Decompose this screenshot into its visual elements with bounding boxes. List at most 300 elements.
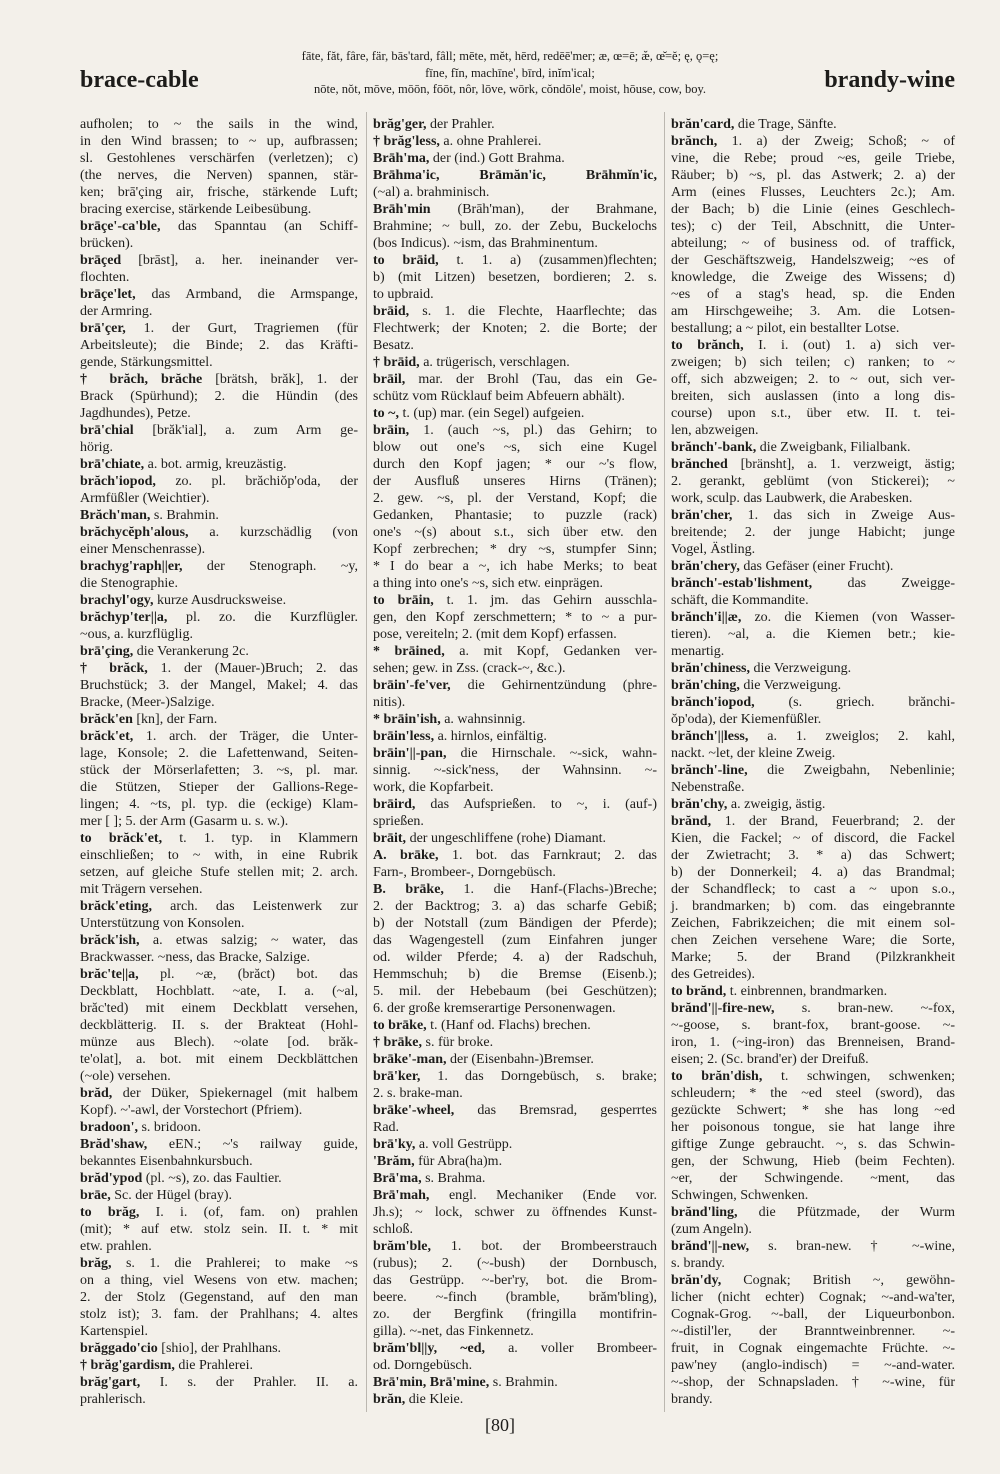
entry-line xyxy=(80,932,358,949)
entry-text: a. mit Kopf, Gedanken ver- xyxy=(444,644,657,659)
dictionary-entry xyxy=(671,337,955,439)
entry-text: a. etwas salzig; ~ water, das xyxy=(139,933,358,948)
dictionary-entry xyxy=(671,439,955,456)
headword: A. brāke, xyxy=(373,848,439,863)
entry-line xyxy=(671,813,955,830)
entry-text: [brätsh, brăk], 1. der xyxy=(202,372,358,387)
entry-line: lage, Konsole; 2. die Lafettenwand, Seiten- xyxy=(80,746,358,761)
running-head-right: brandy-wine xyxy=(824,67,955,93)
headword: † brāke, xyxy=(373,1035,422,1050)
dictionary-entry xyxy=(80,898,358,932)
entry-line: fruit, in Cognak eingemachte Früchte. ~- xyxy=(671,1341,955,1356)
entry-line: prahlerisch. xyxy=(80,1392,146,1407)
entry-line xyxy=(373,1170,657,1187)
entry-line: Jh.s); ~ lock, schwer zu öffnendes Kunst- xyxy=(373,1205,657,1220)
entry-line xyxy=(80,1136,358,1153)
entry-line: 6. der große kremserartige Personenwagen. xyxy=(373,1001,616,1016)
headword: brăn'dy, xyxy=(671,1273,722,1288)
headword: brāid, xyxy=(373,304,410,319)
entry-line: einer Menschenrasse). xyxy=(80,542,206,557)
headword: brāçe'let, xyxy=(80,287,136,302)
entry-text: I. s. der Prahler. II. a. xyxy=(140,1375,358,1390)
headword: † brăck, xyxy=(80,661,148,676)
headword: brăn'chery, xyxy=(671,559,740,574)
entry-line: der Bach; b) die Linie (eines Geschlech- xyxy=(671,202,955,217)
entry-text: die Pfützmade, der Wurm xyxy=(737,1205,955,1220)
dictionary-entry xyxy=(671,660,955,677)
dictionary-entry xyxy=(373,167,657,201)
entry-line: ~er, der Schwingende. ~ment, das xyxy=(671,1171,955,1186)
headword: to ~, xyxy=(373,406,399,421)
dictionary-entry xyxy=(671,1272,955,1408)
entry-line: Bruchstück; 3. der Mangel, Makel; 4. das xyxy=(80,678,358,693)
headword: Brăd'shaw, xyxy=(80,1137,148,1152)
dictionary-entry xyxy=(373,881,657,1017)
entry-line: Vogel, Ästling. xyxy=(671,542,756,557)
entry-line xyxy=(80,966,358,983)
entry-line: pose, vereiteln; 2. (mit dem Kopf) erfassen. xyxy=(373,627,617,642)
entry-text: t. (Hanf od. Flachs) brechen. xyxy=(426,1018,591,1033)
entry-line xyxy=(80,1170,358,1187)
headword: brāçe'-ca'ble, xyxy=(80,219,161,234)
entry-text: s. für broke. xyxy=(422,1035,494,1050)
entry-line: Flechtwerk; der Knoten; 2. die Borte; der xyxy=(373,321,657,336)
entry-line: mer [ ]; 5. der Arm (Gasarm u. s. w.). xyxy=(80,814,289,829)
headword: brănch'-line, xyxy=(671,763,748,778)
entry-line: brăc'ted) mit einem Deckblatt versehen, xyxy=(80,1001,358,1016)
entry-line xyxy=(80,422,358,439)
entry-line: brücken). xyxy=(80,236,134,251)
entry-text: die Prahlerei. xyxy=(174,1358,254,1373)
dictionary-entry xyxy=(373,405,657,422)
entry-line xyxy=(373,881,657,898)
entry-text: die Trage, Sänfte. xyxy=(734,117,837,132)
entry-line: off, sich abzweigen; 2. to ~ out, sich ver- xyxy=(671,372,955,387)
headword: brā'chial xyxy=(80,423,134,438)
dictionary-entry xyxy=(671,609,955,660)
entry-line: * I do bear a ~, ich habe Merks; to beat xyxy=(373,559,657,574)
entry-text: kurze Ausdrucksweise. xyxy=(153,593,287,608)
entry-line: des Getreides). xyxy=(671,967,755,982)
entry-line: course) upon s.t., über etw. II. t. tei- xyxy=(671,406,955,421)
entry-text: t. schwingen, schwenken; xyxy=(762,1069,956,1084)
entry-line xyxy=(373,371,657,388)
entry-line: Brahmine; ~ bull, zo. der Zebu, Buckelochs xyxy=(373,219,657,234)
headword: brăd'ypod xyxy=(80,1171,143,1186)
entry-line xyxy=(373,1102,657,1119)
headword: brachyl'ogy, xyxy=(80,593,154,608)
entry-line xyxy=(80,1255,358,1272)
entry-line: der Schandfleck; to cast a ~ upon s.o., xyxy=(671,882,955,897)
headword: brăg, xyxy=(80,1256,112,1271)
entry-line: 2. gerankt, geblümt (von Stickerei); ~ xyxy=(671,474,955,489)
pronunciation-key-line: nōte, nŏt, mōve, mōōn, fōōt, nôr, lōve, wōrk, cŏndōle', moist, hōuse, cow, boy. xyxy=(313,82,707,96)
dictionary-entry xyxy=(80,1119,358,1136)
entry-line: Arm (eines Flusses, Leuchters 2c.); Am. xyxy=(671,185,955,200)
entry-line: chen Zeichen versehene Ware; die Sorte, xyxy=(671,933,955,948)
headword: brā'chiate, xyxy=(80,457,145,472)
headword: brāit, xyxy=(373,831,407,846)
entry-text: das Armband, die Armspange, xyxy=(135,287,358,302)
headword: Brā'ma, xyxy=(373,1171,422,1186)
entry-line: stolz ist); 3. fam. der Prahlhans; 4. altes xyxy=(80,1307,358,1322)
headword: † brăg'less, xyxy=(373,134,440,149)
entry-text: 1. (auch ~s, pl.) das Gehirn; to xyxy=(409,423,657,438)
entry-text: die Zweigbahn, Nebenlinie; xyxy=(747,763,955,778)
dictionary-entry xyxy=(80,116,358,218)
entry-line: Arbeitsleute); die Binde; 2. das Kräfti- xyxy=(80,338,358,353)
entry-text: a. voll Gestrüpp. xyxy=(415,1137,513,1152)
entry-line: bekanntes Eisenbahnkursbuch. xyxy=(80,1154,253,1169)
headword: brăch'iopod, xyxy=(80,474,156,489)
headword: brā'ky, xyxy=(373,1137,416,1152)
entry-line: zweigen; b) sich teilen; c) ranken; to ~ xyxy=(671,355,955,370)
entry-line: work, die Kopfarbeit. xyxy=(373,780,494,795)
entry-line: paw'ney (anglo-indisch) = ~-and-water. xyxy=(671,1358,955,1373)
entry-line xyxy=(671,1204,955,1221)
entry-text: [bränsht], a. 1. verzweigt, ästig; xyxy=(727,457,955,472)
entry-text: a. bot. armig, kreuzästig. xyxy=(144,457,287,472)
headword: brăn'ching, xyxy=(671,678,740,693)
entry-line xyxy=(80,1119,358,1136)
entry-line: 2. gew. ~s, pl. der Verstand, Kopf; die xyxy=(373,491,657,506)
entry-line: bestallung; a ~ pilot, ein bestallter Lotse. xyxy=(671,321,900,336)
entry-text: der (Eisenbahn-)Bremser. xyxy=(446,1052,594,1067)
entry-line: od. Dorngebüsch. xyxy=(373,1358,473,1373)
entry-text: s. bridoon. xyxy=(137,1120,201,1135)
entry-text: 1. die Hanf-(Flachs-)Breche; xyxy=(443,882,657,897)
dictionary-entry xyxy=(80,592,358,609)
dictionary-entry xyxy=(373,1102,657,1136)
entry-line: breitende; 2. der junge Habicht; junge xyxy=(671,525,955,540)
headword: brăm'ble, xyxy=(373,1239,431,1254)
headword: brāçed xyxy=(80,253,122,268)
entry-text: Cognak; British ~, gewöhn- xyxy=(721,1273,955,1288)
entry-text: s. 1. die Prahlerei; to make ~s xyxy=(111,1256,358,1271)
entry-text: pl. zo. die Kurzflügler. xyxy=(167,610,358,625)
dictionary-entry xyxy=(80,1204,358,1255)
headword: brăd, xyxy=(80,1086,113,1101)
dictionary-entry xyxy=(80,1085,358,1119)
dictionary-entry xyxy=(80,932,358,966)
entry-line xyxy=(373,1051,657,1068)
entry-line xyxy=(373,592,657,609)
dictionary-entry xyxy=(373,830,657,847)
headword: brăc'te||a, xyxy=(80,967,139,982)
dictionary-entry xyxy=(373,1374,657,1391)
entry-line: work, sculp. das Laubwerk, die Arabesken. xyxy=(671,491,913,506)
entry-text: die Gehirnentzündung (phre- xyxy=(450,678,657,693)
headword: to brănd, xyxy=(671,984,727,999)
dictionary-entry xyxy=(373,1034,657,1051)
dictionary-entry xyxy=(80,320,358,371)
page-number: [80] xyxy=(485,1415,515,1435)
headword: brăn'cher, xyxy=(671,508,733,523)
headword: brănch, xyxy=(671,134,718,149)
entry-text: das Spanntau (an Schiff- xyxy=(160,219,358,234)
entry-line: der Zwietracht; 3. * a) das Schwert; xyxy=(671,848,955,863)
dictionary-entry xyxy=(671,1068,955,1204)
dictionary-entry xyxy=(373,1187,657,1238)
entry-line: sehen; gew. in Zss. (crack-~, &c.). xyxy=(373,661,566,676)
entry-line xyxy=(80,1204,358,1221)
entry-line: tes); c) der Teil, Abschnitt, die Unter- xyxy=(671,219,955,234)
dictionary-entry xyxy=(80,711,358,728)
headword: brăm'bl||y, ~ed, xyxy=(373,1341,485,1356)
dictionary-entry xyxy=(80,252,358,286)
headword: B. brāke, xyxy=(373,882,444,897)
entry-line xyxy=(80,252,358,269)
entry-line xyxy=(671,1272,955,1289)
headword: † brăch, brăche xyxy=(80,372,203,387)
entry-line: hörig. xyxy=(80,440,114,455)
headword: * brāined, xyxy=(373,644,445,659)
entry-text: mar. der Brohl (Tau, das ein Ge- xyxy=(405,372,657,387)
entry-line xyxy=(373,847,657,864)
dictionary-entry xyxy=(671,575,955,609)
entry-line: iron, 1. (~ing-iron) das Brenneisen, Brand- xyxy=(671,1035,955,1050)
entry-line xyxy=(373,422,657,439)
entry-line: ken; brā'çing air, frische, stärkende Luft; xyxy=(80,185,358,200)
dictionary-entry xyxy=(671,694,955,728)
entry-text: a. kurzschädlig (von xyxy=(188,525,358,540)
dictionary-entry xyxy=(80,1374,358,1408)
entry-line: flochten. xyxy=(80,270,130,285)
entry-text: s. bran-new. ~-fox, xyxy=(774,1001,955,1016)
dictionary-entry xyxy=(671,762,955,796)
entry-text: der ungeschliffene (rohe) Diamant. xyxy=(406,831,606,846)
entry-line xyxy=(80,728,358,745)
headword: to brănch, xyxy=(671,338,744,353)
dictionary-entry xyxy=(671,1238,955,1272)
entry-text: die Verzweigung. xyxy=(739,678,842,693)
headword: brāin'-fe'ver, xyxy=(373,678,451,693)
headword: brănd'||-new, xyxy=(671,1239,750,1254)
entry-text: arch. das Leistenwerk zur xyxy=(151,899,358,914)
entry-line: b) der Notstall (zum Bändigen der Pferde); xyxy=(373,916,657,931)
headword: brā'çer, xyxy=(80,321,126,336)
entry-line xyxy=(373,1034,657,1051)
headword: to brăck'et, xyxy=(80,831,163,846)
headword: Brāhma'ic, Brāmăn'ic, Brāhmĭn'ic, xyxy=(373,168,657,183)
headword: brănched xyxy=(671,457,728,472)
entry-line: Farn-, Brombeer-, Dorngebüsch. xyxy=(373,865,556,880)
entry-line xyxy=(373,1340,657,1357)
dictionary-entry xyxy=(373,354,657,371)
entry-line xyxy=(671,796,955,813)
entry-line: Räuber; b) ~s, pl. das Astwerk; 2. a) der xyxy=(671,168,955,183)
entry-line xyxy=(80,524,358,541)
entry-line xyxy=(671,609,955,626)
headword: brāin'less, xyxy=(373,729,435,744)
column-divider xyxy=(664,112,665,1412)
entry-text: I. i. (out) 1. a) sich ver- xyxy=(743,338,956,353)
entry-text: s. 1. die Flechte, Haarflechte; das xyxy=(409,304,657,319)
headword: brăchyp'ter||a, xyxy=(80,610,168,625)
dictionary-entry xyxy=(373,728,657,745)
entry-line: nitis). xyxy=(373,695,406,710)
entry-line: on a thing, viel Wesens von etw. machen; xyxy=(80,1273,358,1288)
entry-line xyxy=(373,116,657,133)
headword: brăck'et, xyxy=(80,729,134,744)
entry-line xyxy=(80,711,358,728)
entry-line xyxy=(80,1187,358,1204)
column-divider xyxy=(366,112,367,1412)
dictionary-entry xyxy=(373,150,657,167)
entry-line: her poisonous tongue, sie hat lange ihre xyxy=(671,1120,955,1135)
dictionary-entry xyxy=(373,252,657,303)
entry-line xyxy=(80,286,358,303)
dictionary-entry xyxy=(373,1170,657,1187)
dictionary-entry xyxy=(80,1340,358,1357)
headword: brăg'gart, xyxy=(80,1375,141,1390)
entry-line: (~al) a. brahminisch. xyxy=(373,185,490,200)
entry-line xyxy=(373,405,657,422)
entry-text: t. 1. a) (zusammen)flechten; xyxy=(438,253,657,268)
headword: brănd'||-fire-new, xyxy=(671,1001,775,1016)
entry-text: das Bremsrad, gesperrtes xyxy=(454,1103,657,1118)
column-1 xyxy=(80,116,358,1408)
entry-text: 1. bot. der Brombeerstrauch xyxy=(430,1239,657,1254)
entry-text: s. Brahmin. xyxy=(150,508,219,523)
entry-line: sinnig. ~-sick'ness, der Wahnsinn. ~- xyxy=(373,763,657,778)
pronunciation-key-line: fāte, făt, fâre, fär, bās'tard, fâll; mēte, mĕt, hērd, redēē'mer; æ, œ=ē; æ̆, œ̆=ĕ; ę, ǫ=ę; xyxy=(301,49,719,63)
dictionary-entry xyxy=(373,1340,657,1374)
headword: brănch'i||æ, xyxy=(671,610,742,625)
entry-line: ~-distil'ler, der Branntweinbrenner. ~- xyxy=(671,1324,955,1339)
entry-line xyxy=(80,1340,358,1357)
entry-line: Marke; 5. der Brand (Pilzkrankheit xyxy=(671,950,955,965)
entry-line: etw. prahlen. xyxy=(80,1239,152,1254)
entry-line: te'olat], a. bot. mit einem Deckblättchen xyxy=(80,1052,358,1067)
entry-line xyxy=(80,1357,358,1374)
entry-text: für Abra(ha)m. xyxy=(414,1154,503,1169)
entry-line: Besatz. xyxy=(373,338,414,353)
dictionary-entry xyxy=(80,660,358,711)
entry-line xyxy=(373,796,657,813)
entry-line: die Stützen, Stieper der Gallions-Rege- xyxy=(80,780,358,795)
entry-line xyxy=(671,728,955,745)
headword: brăn'chy, xyxy=(671,797,728,812)
entry-text: 1. bot. das Farnkraut; 2. das xyxy=(438,848,657,863)
entry-text: engl. Mechaniker (Ende vor. xyxy=(429,1188,657,1203)
entry-line: eisen; 2. (Sc. brand'er) der Dreifuß. xyxy=(671,1052,869,1067)
entry-line: zo. der Bergfink (fringilla montifrin- xyxy=(373,1307,657,1322)
entry-line: deckblätterig. II. s. der Brakteat (Hohl- xyxy=(80,1018,358,1033)
dictionary-entry xyxy=(373,711,657,728)
headword: brāin, xyxy=(373,423,410,438)
entry-text: 1. das Dorngebüsch, s. brake; xyxy=(420,1069,657,1084)
dictionary-entry xyxy=(671,116,955,133)
dictionary-entry xyxy=(80,1255,358,1340)
entry-line xyxy=(80,643,358,660)
entry-line: (mit); * auf etw. stolz sein. II. t. * mit xyxy=(80,1222,358,1237)
dictionary-entry xyxy=(671,1204,955,1238)
column-3 xyxy=(671,116,955,1408)
entry-text: 1. arch. der Träger, die Unter- xyxy=(133,729,358,744)
entry-line: aufholen; to ~ the sails in the wind, xyxy=(80,117,358,132)
entry-line xyxy=(373,711,657,728)
entry-line: Zeichen, Fabrikzeichen; die mit einem sol- xyxy=(671,916,955,931)
headword: brā'çing, xyxy=(80,644,134,659)
entry-text: a. wahnsinnig. xyxy=(440,712,526,727)
entry-text: die Zweigbank, Filialbank. xyxy=(756,440,911,455)
entry-line: blow out one's ~s, sich eine Kugel xyxy=(373,440,657,455)
dictionary-entry xyxy=(373,677,657,711)
entry-line: in den Wind brassen; to ~ up, aufbrassen; xyxy=(80,134,358,149)
entry-line: to upbraid. xyxy=(373,287,434,302)
entry-text: (pl. ~s), zo. das Faultier. xyxy=(142,1171,282,1186)
entry-line: (bos Indicus). ~ism, das Brahminentum. xyxy=(373,236,598,251)
entry-line: Gedanken, Phantasie; to puzzle (rack) xyxy=(373,508,657,523)
headword: brāil, xyxy=(373,372,406,387)
entry-line xyxy=(373,1238,657,1255)
entry-text: das Gefäser (einer Frucht). xyxy=(739,559,894,574)
entry-line xyxy=(373,643,657,660)
pronunciation-key-line: fīne, fĭn, machīne', bīrd, inĭm'ical; xyxy=(425,65,595,80)
entry-line: bracing exercise, stärkende Leibesübung. xyxy=(80,202,312,217)
entry-line: gen, der Schwung, Hieb (beim Fechten). xyxy=(671,1154,955,1169)
dictionary-entry xyxy=(671,983,955,1000)
entry-line: (rubus); 2. (~-bush) der Dornbusch, xyxy=(373,1256,657,1271)
entry-text: t. 1. typ. in Klammern xyxy=(162,831,358,846)
dictionary-entry xyxy=(373,1153,657,1170)
running-head-left: brace-cable xyxy=(80,67,199,93)
entry-text: der Düker, Spiekernagel (mit halbem xyxy=(112,1086,358,1101)
entry-line: sl. Gestohlenes verschärfen (verletzen); c) xyxy=(80,151,358,166)
headword: brănch'iopod, xyxy=(671,695,755,710)
dictionary-entry xyxy=(80,456,358,473)
dictionary-entry xyxy=(671,728,955,762)
entry-line xyxy=(671,507,955,524)
headword: brănd'ling, xyxy=(671,1205,738,1220)
dictionary-entry xyxy=(373,1136,657,1153)
entry-line xyxy=(80,1374,358,1391)
headword: to brāke, xyxy=(373,1018,427,1033)
entry-text: a. ohne Prahlerei. xyxy=(439,134,542,149)
entry-line: Brack (Spürhund); 2. die Hündin (des xyxy=(80,389,358,404)
entry-line xyxy=(373,677,657,694)
entry-text: 1. der Brand, Feuerbrand; 2. der xyxy=(711,814,955,829)
entry-line: das Wagengestell (zum Einfahren junger xyxy=(373,933,657,948)
dictionary-entry xyxy=(80,524,358,558)
entry-line: beere. ~-finch (bramble, brăm'bling), xyxy=(373,1290,657,1305)
dictionary-entry xyxy=(80,473,358,507)
entry-line: sprießen. xyxy=(373,814,424,829)
dictionary-entry xyxy=(671,1000,955,1068)
dictionary-entry xyxy=(671,133,955,337)
entry-line: ~-goose, s. brant-fox, brant-goose. ~- xyxy=(671,1018,955,1033)
headword: to brāin, xyxy=(373,593,434,608)
entry-line: setzen, auf gleiche Stufe stellen mit; 2. arch. xyxy=(80,865,358,880)
entry-line: a thing into one's ~s, sich etw. einprägen. xyxy=(373,576,604,591)
entry-line: einschließen; to ~ with, in eine Rubrik xyxy=(80,848,358,863)
dictionary-entry xyxy=(80,507,358,524)
entry-line: lingen; 4. ~ts, pl. typ. die (eckige) Klam- xyxy=(80,797,358,812)
column-2 xyxy=(373,116,657,1408)
entry-text: a. 1. zweiglos; 2. kahl, xyxy=(748,729,955,744)
dictionary-entry xyxy=(80,1187,358,1204)
entry-line xyxy=(671,337,955,354)
entry-line xyxy=(80,558,358,575)
entry-line: tieren). ~al, a. die Kiemen betr.; kie- xyxy=(671,627,955,642)
entry-line xyxy=(373,1017,657,1034)
entry-line xyxy=(373,167,657,184)
dictionary-entry xyxy=(80,643,358,660)
entry-line xyxy=(373,728,657,745)
entry-text: I. i. (of, fam. on) prahlen xyxy=(139,1205,358,1220)
entry-text: a. trügerisch, verschlagen. xyxy=(419,355,570,370)
